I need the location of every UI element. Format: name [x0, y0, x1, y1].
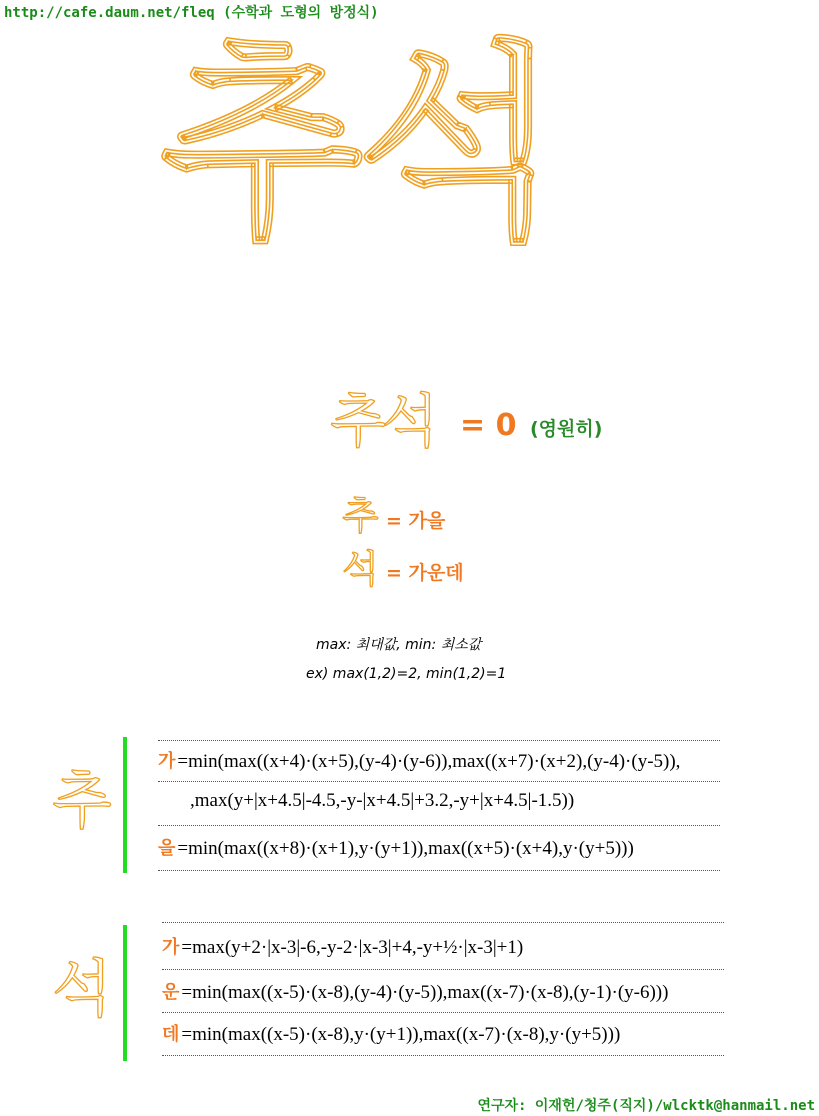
divider — [158, 825, 720, 826]
equation-label: 데 — [162, 1024, 180, 1045]
formula-note: (영원히) — [530, 418, 603, 440]
equation-label: 가 — [162, 937, 180, 958]
formula-word: 추석 — [330, 387, 435, 455]
divider — [162, 1012, 724, 1013]
divider — [158, 781, 720, 782]
hero-title: 추석 — [160, 22, 554, 267]
divider — [158, 740, 720, 741]
equation-label: 을 — [158, 838, 176, 859]
section-chu-char: 추 — [52, 764, 112, 837]
equation-expr: =max(y+2·|x-3|-6,-y-2·|x-3|+4,-y+½·|x-3|+1) — [181, 937, 524, 958]
equation-un — [162, 978, 668, 1004]
equation-eul — [158, 834, 634, 860]
equation-expr: =min(max((x-5)·(x-8),(y-4)·(y-5)),max((x-7)·(x-8),(y-1)·(y-6))) — [181, 982, 669, 1003]
equation-expr: =min(max((x-5)·(x-8),y·(y+1)),max((x-7)·(x-8),y·(y+5))) — [181, 1024, 621, 1045]
equation-label: 운 — [162, 982, 180, 1003]
divider — [162, 922, 724, 923]
site-url[interactable]: http://cafe.daum.net/fleq (수학과 도형의 방정식) — [4, 5, 379, 21]
equation-ga-seok — [162, 933, 523, 959]
equation-de — [162, 1020, 620, 1046]
divider — [162, 1055, 724, 1056]
equation-ga-chu-continued: ,max(y+|x+4.5|-4.5,-y-|x+4.5|+3.2,-y+|x+4.5|-1.5)) — [190, 790, 575, 811]
legend-line-1: max: 최대값, min: 최소값 — [316, 637, 482, 653]
author-credit: 연구자: 이재헌/청주(직지)/wlcktk@hanmail.net — [477, 1098, 815, 1114]
equation-expr: =min(max((x+8)·(x+1),y·(y+1)),max((x+5)·(x+4),y·(y+5))) — [177, 838, 634, 859]
equation-label: 가 — [158, 751, 176, 772]
divider — [162, 969, 724, 970]
formula-equals: = 0 — [460, 408, 517, 443]
section-seok-bar — [123, 925, 127, 1061]
meaning-text-chu: = 가을 — [386, 510, 446, 532]
section-seok-char: 석 — [52, 952, 112, 1025]
section-chu-bar — [123, 737, 127, 873]
legend-line-2: ex) max(1,2)=2, min(1,2)=1 — [306, 666, 507, 682]
meaning-char-seok: 석 — [342, 547, 379, 591]
equation-ga-chu — [158, 747, 680, 773]
divider — [158, 870, 720, 871]
meaning-text-seok: = 가운데 — [386, 562, 464, 584]
equation-expr: =min(max((x+4)·(x+5),(y-4)·(y-6)),max((x+7)·(x+2),(y-4)·(y-5)), — [177, 751, 681, 772]
meaning-char-chu: 추 — [342, 494, 379, 538]
